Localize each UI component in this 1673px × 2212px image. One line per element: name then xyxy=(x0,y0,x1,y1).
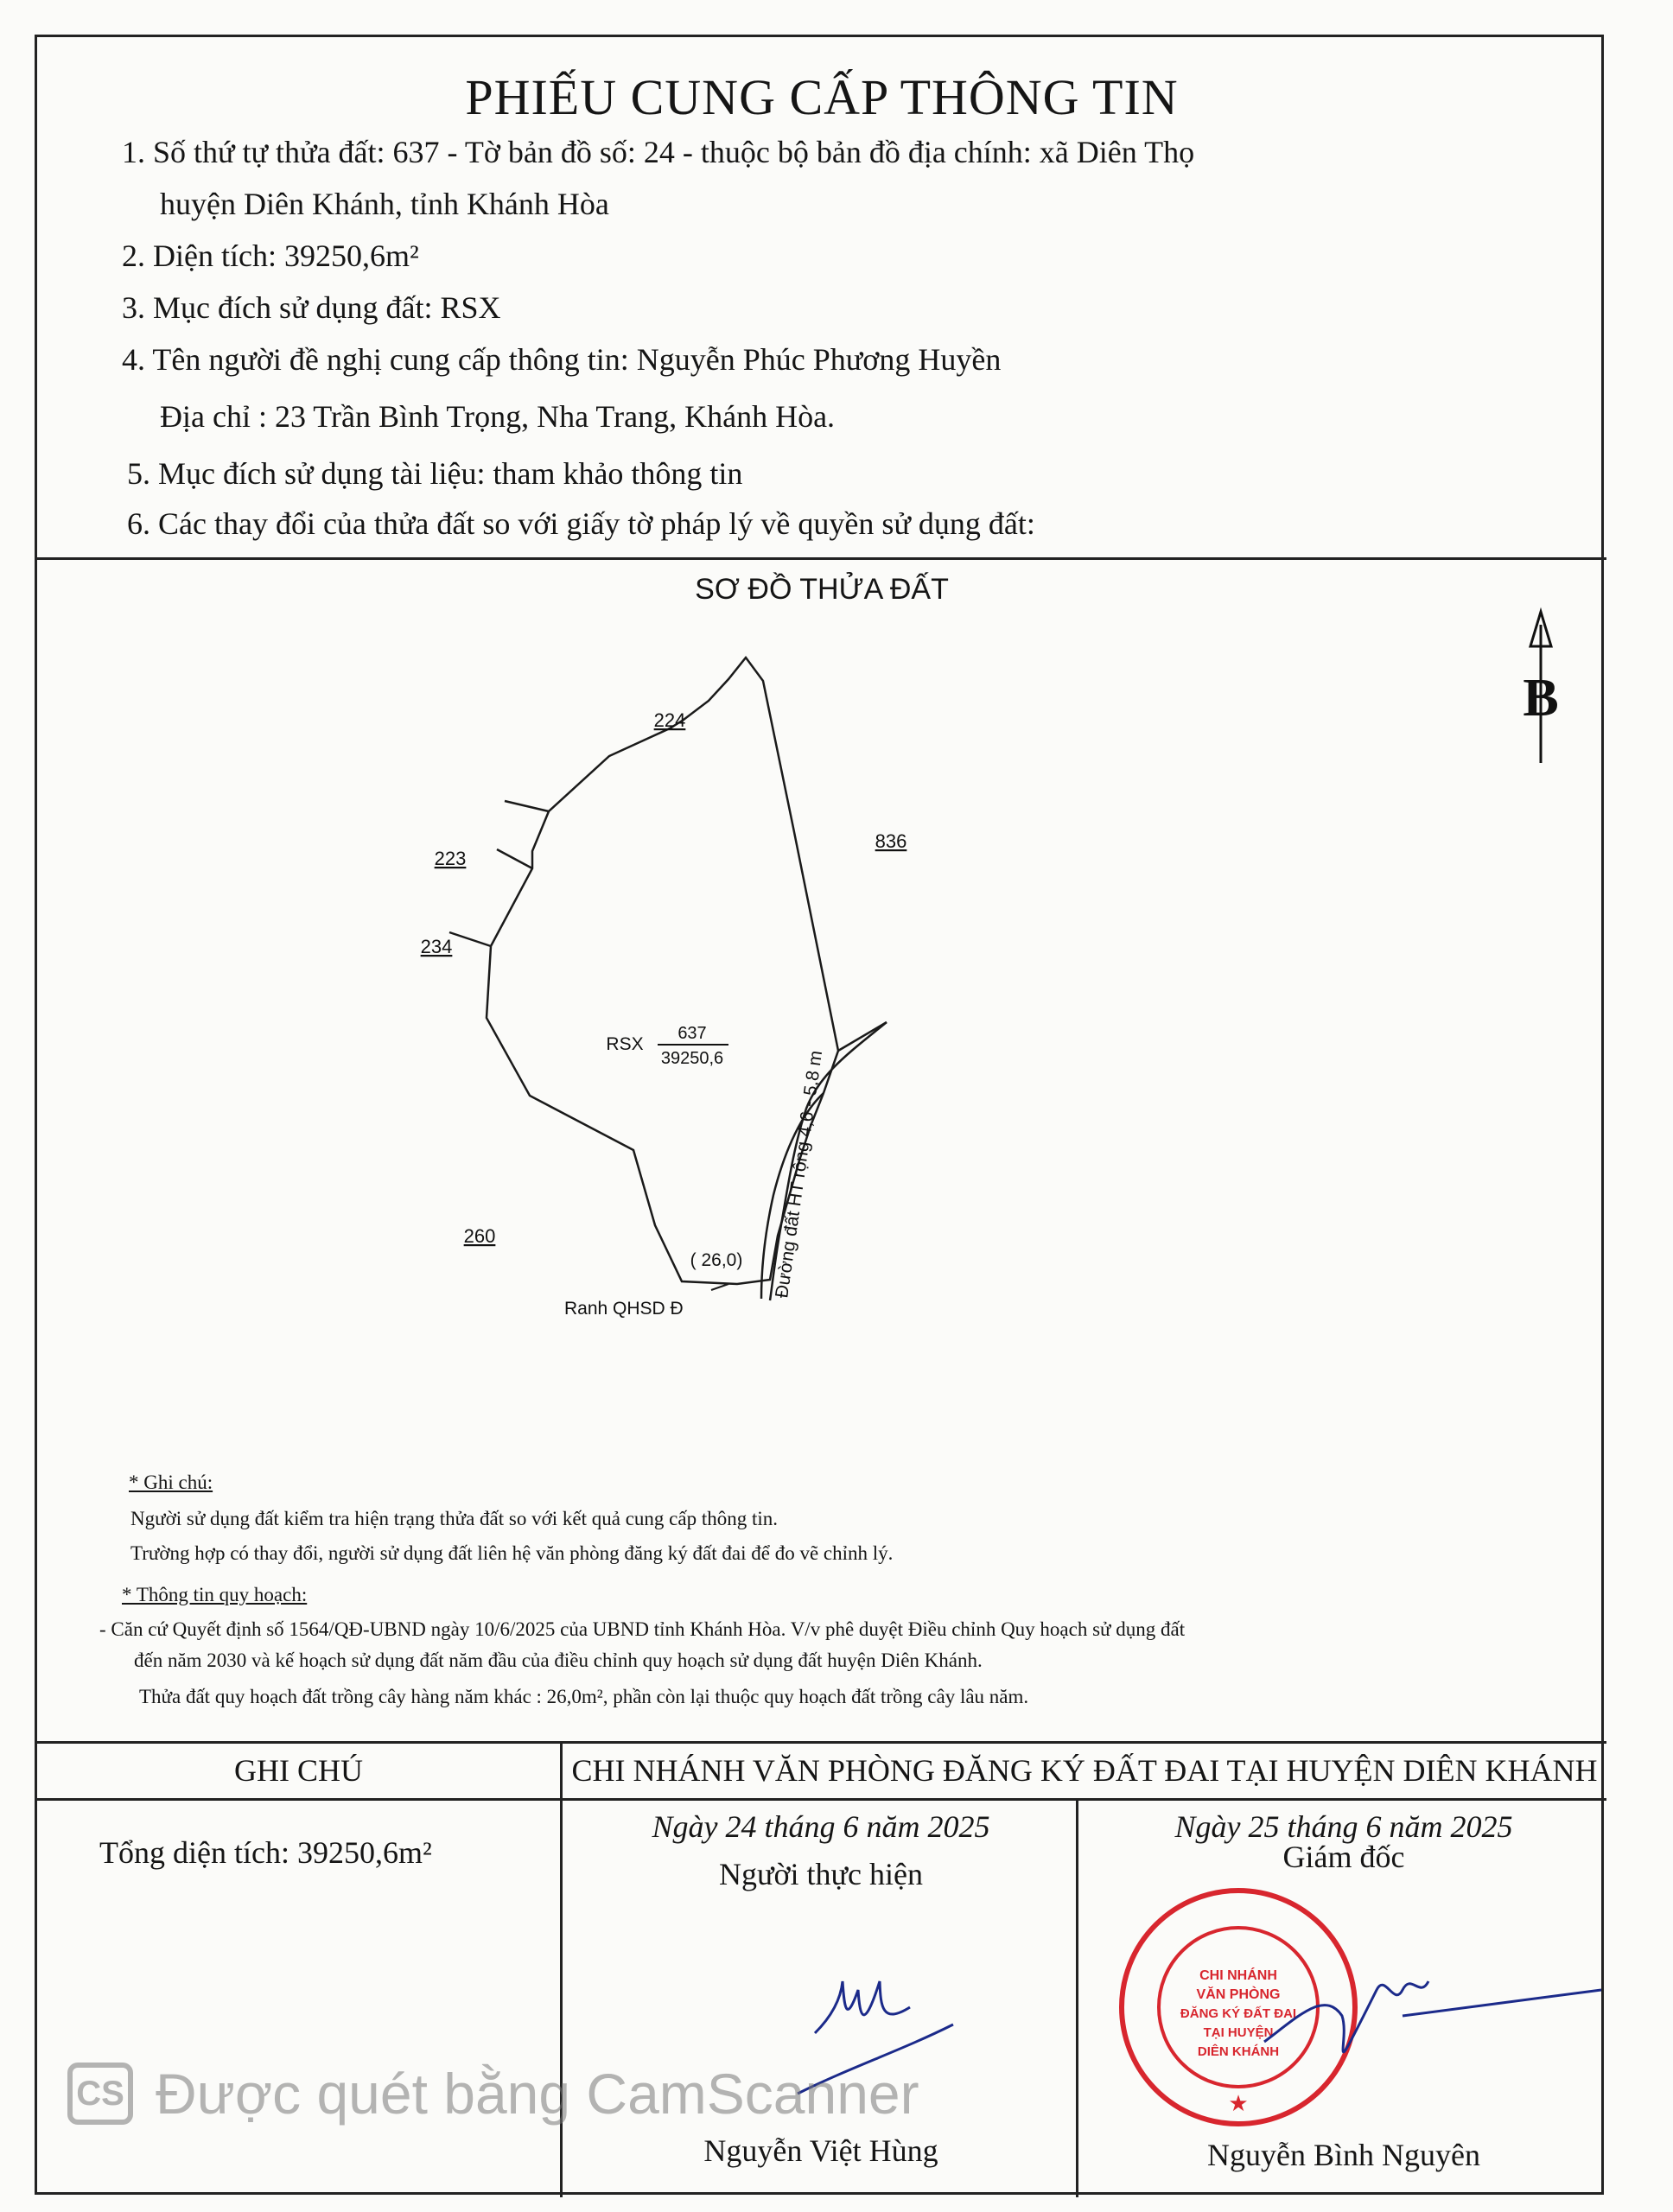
segment-length: ( 26,0) xyxy=(690,1250,743,1270)
divider-footer-col-2 xyxy=(1076,1798,1078,2197)
note-line-2: Trường hợp có thay đổi, người sử dụng đất liên hệ văn phòng đăng ký đất đai để đo vẽ chỉnh lý. xyxy=(130,1542,894,1564)
camscanner-text: Được quét bằng CamScanner xyxy=(156,2062,919,2126)
name-right: Nguyễn Bình Nguyên xyxy=(1207,2138,1480,2172)
ghi-chu-header: GHI CHÚ xyxy=(234,1753,363,1788)
date-left: Ngày 24 tháng 6 năm 2025 xyxy=(652,1809,990,1844)
svg-text:VĂN PHÒNG: VĂN PHÒNG xyxy=(1196,1987,1281,2002)
name-left: Nguyễn Việt Hùng xyxy=(703,2133,938,2168)
neighbor-260: 260 xyxy=(463,1225,496,1247)
svg-text:CHI NHÁNH: CHI NHÁNH xyxy=(1199,1968,1277,1983)
boundary-label: Ranh QHSD Đ xyxy=(564,1299,684,1319)
planning-header: * Thông tin quy hoạch: xyxy=(122,1584,308,1605)
neighbor-224: 224 xyxy=(653,709,686,731)
item-3-land-use: 3. Mục đích sử dụng đất: RSX xyxy=(122,290,501,325)
item-4-requester: 4. Tên người đề nghị cung cấp thông tin: Nguyễn Phúc Phương Huyền xyxy=(122,342,1002,377)
divider-footer-top xyxy=(37,1741,1606,1744)
item-4-address: Địa chỉ : 23 Trần Bình Trọng, Nha Trang, Khánh Hòa. xyxy=(160,399,836,434)
document-sheet xyxy=(35,35,1604,2195)
role-left: Người thực hiện xyxy=(718,1857,924,1891)
total-area: Tổng diện tích: 39250,6m² xyxy=(99,1835,432,1870)
svg-text:ĐĂNG KÝ ĐẤT ĐAI: ĐĂNG KÝ ĐẤT ĐAI xyxy=(1180,2006,1297,2021)
role-right: Giám đốc xyxy=(1282,1840,1405,1874)
neighbor-ticks xyxy=(449,801,887,1051)
date-right: Ngày 25 tháng 6 năm 2025 xyxy=(1174,1809,1513,1844)
planning-line-3: Thửa đất quy hoạch đất trồng cây hàng năm khác : 26,0m², phần còn lại thuộc quy hoạch đất trồng cây lâu năm. xyxy=(139,1686,1029,1707)
boundary-tick xyxy=(711,1284,728,1290)
item-6-changes: 6. Các thay đổi của thửa đất so với giấy tờ pháp lý về quyền sử dụng đất: xyxy=(127,506,1035,541)
parcel-boundary xyxy=(487,658,838,1284)
svg-text:TẠI HUYỆN: TẠI HUYỆN xyxy=(1203,2025,1274,2040)
item-1-line-1: 1. Số thứ tự thửa đất: 637 - Tờ bản đồ số: 24 - thuộc bộ bản đồ địa chính: xã Diên Thọ xyxy=(122,135,1195,169)
item-2-area: 2. Diện tích: 39250,6m² xyxy=(122,238,419,273)
signature-right xyxy=(1247,1938,1603,2128)
svg-text:★: ★ xyxy=(1228,2090,1249,2116)
note-line-1: Người sử dụng đất kiểm tra hiện trạng thửa đất so với kết quả cung cấp thông tin. xyxy=(130,1508,779,1529)
parcel-use: RSX xyxy=(606,1034,644,1054)
neighbor-234: 234 xyxy=(420,936,453,957)
diagram-title: SƠ ĐỒ THỬA ĐẤT xyxy=(695,573,949,606)
neighbor-836: 836 xyxy=(875,830,907,852)
north-label: B xyxy=(1523,669,1559,728)
planning-line-1: - Căn cứ Quyết định số 1564/QĐ-UBND ngày 10/6/2025 của UBND tỉnh Khánh Hòa. V/v phê duyệt Điều chỉnh Quy hoạch sử dụng đất xyxy=(99,1618,1186,1640)
divider-footer-header xyxy=(37,1798,1606,1801)
parcel-number: 637 xyxy=(677,1024,707,1043)
note-header: * Ghi chú: xyxy=(129,1471,213,1493)
document-title: PHIẾU CUNG CẤP THÔNG TIN xyxy=(465,69,1179,125)
item-5-purpose: 5. Mục đích sử dụng tài liệu: tham khảo thông tin xyxy=(127,456,743,491)
svg-text:DIÊN KHÁNH: DIÊN KHÁNH xyxy=(1197,2044,1280,2059)
road-label: Đường đất HT rộng 4,6 - 5,8 m xyxy=(772,1049,827,1300)
agency-header: CHI NHÁNH VĂN PHÒNG ĐĂNG KÝ ĐẤT ĐAI TẠI HUYỆN DIÊN KHÁNH xyxy=(571,1753,1598,1788)
camscanner-logo-icon: CS xyxy=(67,2063,133,2125)
planning-line-2: đến năm 2030 và kế hoạch sử dụng đất năm đầu của điều chỉnh quy hoạch sử dụng đất huyện Diên Khánh. xyxy=(134,1649,983,1671)
divider-footer-col xyxy=(560,1741,563,2197)
parcel-area: 39250,6 xyxy=(660,1049,724,1068)
camscanner-watermark xyxy=(67,2061,919,2126)
neighbor-223: 223 xyxy=(434,848,467,869)
item-1-line-2: huyện Diên Khánh, tỉnh Khánh Hòa xyxy=(160,187,609,221)
parcel-diagram xyxy=(37,556,1606,1506)
